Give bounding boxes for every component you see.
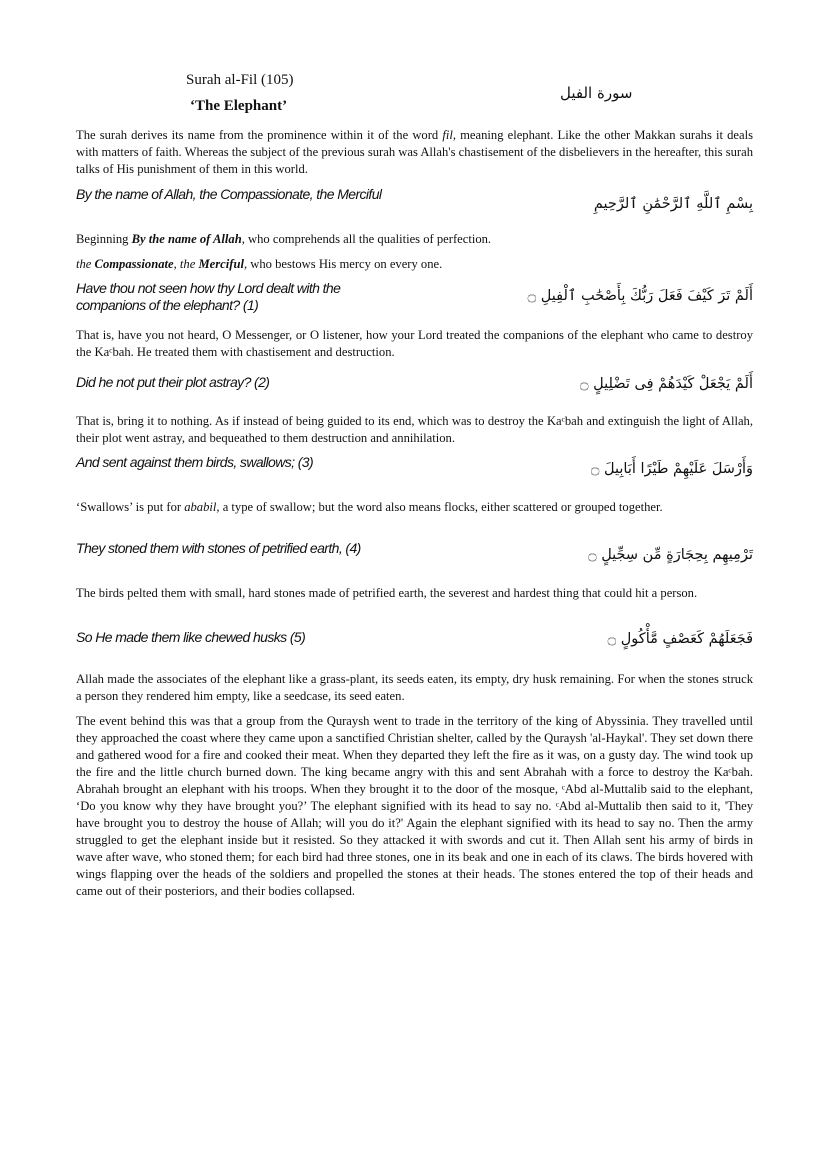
intro-text-b: , meaning elephant. Like the other Makkan surahs it deals with matters of faith. Whereas the subject of the previous surah was Allah's chastisement of the disbelievers in the hereafter, this surah talks of His punishment of them in this world. [76,128,753,176]
verse-3-commentary [76,499,753,516]
verse-2-arabic: أَلَمْ يَجْعَلْ كَيْدَهُمْ فِى تَضْلِيلٍ ۝ [580,376,753,392]
surah-title-arabic: سورة الفيل [560,84,633,102]
surah-title: Surah al-Fil (105) [186,72,294,88]
intro-word: fil [442,128,453,142]
basmala-c2-a: the [76,257,95,271]
verse-2-english: Did he not put their plot astray? (2) [76,374,270,390]
verse-3-commentary-a: ‘Swallows’ is put for [76,500,185,514]
verse-4-commentary: The birds pelted them with small, hard stones made of petrified earth, the severest and hardest thing that could hit a person. [76,586,698,600]
basmala-arabic: بِسْمِ ٱللَّهِ ٱلرَّحْمَٰنِ ٱلرَّحِيمِ [593,196,753,212]
basmala-commentary-1 [76,231,753,248]
basmala-commentary-2 [76,256,753,273]
basmala-c1-c: , who comprehends all the qualities of perfection. [241,232,492,246]
verse-4-arabic: تَرْمِيهِم بِحِجَارَةٍ مِّن سِجِّيلٍ ۝ [588,547,753,563]
verse-2-commentary: That is, bring it to nothing. As if instead of being guided to its end, which was to destroy the Kaᶜbah and extinguish the light of Allah, their plot went astray, and bequeathed to them destruction and annihilation. [76,414,753,445]
verse-5-english: So He made them like chewed husks (5) [76,629,306,645]
verse-3-arabic: وَأَرْسَلَ عَلَيْهِمْ طَيْرًا أَبَابِيلَ ۝ [590,461,753,477]
verse-3-commentary-word: ababil [184,500,217,514]
verse-4-english: They stoned them with stones of petrified earth, (4) [76,540,361,556]
verse-3-commentary-b: , a type of swallow; but the word also means flocks, either scattered or grouped together. [216,500,663,514]
verse-1-arabic: أَلَمْ تَرَ كَيْفَ فَعَلَ رَبُّكَ بِأَصْحَٰبِ ٱلْفِيلِ ۝ [527,288,753,304]
story-paragraph: The event behind this was that a group from the Quraysh went to trade in the territory of the king of Abyssinia. They travelled until they approached the coast where they came upon a sanctified Christian shelter, called by the Quraysh 'al-Haykal'. They set down there and gathered wood for a fire and cooked their meat. When they departed they left the fire as it was, on a gusty day. The wind took up the fire and the little church burned down. The king became angry with this and sent Abrahah with a force to destroy the Kaᶜbah. Abrahah brought an elephant with his troops. When they brought it to the door of the mosque, ᶜAbd al-Muttalib said to the elephant, ‘Do you know why they have brought you?’ The elephant signified with its head to say no. ᶜAbd al-Muttalib then said to it, 'They have brought you to destroy the house of Allah; will you do it?' Again the elephant signified with its head to say no. Then the army struggled to get the elephant inside but it resisted. So they attacked it with swords and cut it. Then Allah sent his army of birds in wave after wave, who stoned them; for each bird had three stones, one in its beak and one in each of its claws. The birds hovered with wings flapping over the heads of the soldiers and propelled the stones at their heads. The stones entered the top of their heads and came out of their posteriors, and their bodies collapsed. [76,714,753,898]
basmala-english: By the name of Allah, the Compassionate, the Merciful [76,186,382,202]
basmala-c2-b: Compassionate [94,257,174,271]
basmala-c1-a: Beginning [76,232,132,246]
basmala-c1-b: By the name of Allah [131,232,242,246]
surah-subtitle: ‘The Elephant’ [190,98,288,114]
verse-1-english: Have thou not seen how thy Lord dealt with the companions of the elephant? (1) [76,280,341,313]
verse-5-commentary: Allah made the associates of the elephant like a grass-plant, its seeds eaten, its empty, dry husk remaining. For when the stones struck a person they rendered him empty, like a seedcase, its seed eaten. [76,672,753,703]
basmala-c2-c: , the [173,257,199,271]
verse-5-arabic: فَجَعَلَهُمْ كَعَصْفٍ مَّأْكُولٍ ۝ [607,631,753,647]
intro-text-a: The surah derives its name from the prominence within it of the word [76,128,443,142]
intro-paragraph [76,127,753,178]
verse-3-english: And sent against them birds, swallows; (3) [76,454,314,470]
basmala-c2-e: , who bestows His mercy on every one. [243,257,443,271]
basmala-c2-d: Merciful [198,257,244,271]
verse-1-commentary: That is, have you not heard, O Messenger, or O listener, how your Lord treated the companions of the elephant who came to destroy the Kaᶜbah. He treated them with chastisement and destruction. [76,328,753,359]
